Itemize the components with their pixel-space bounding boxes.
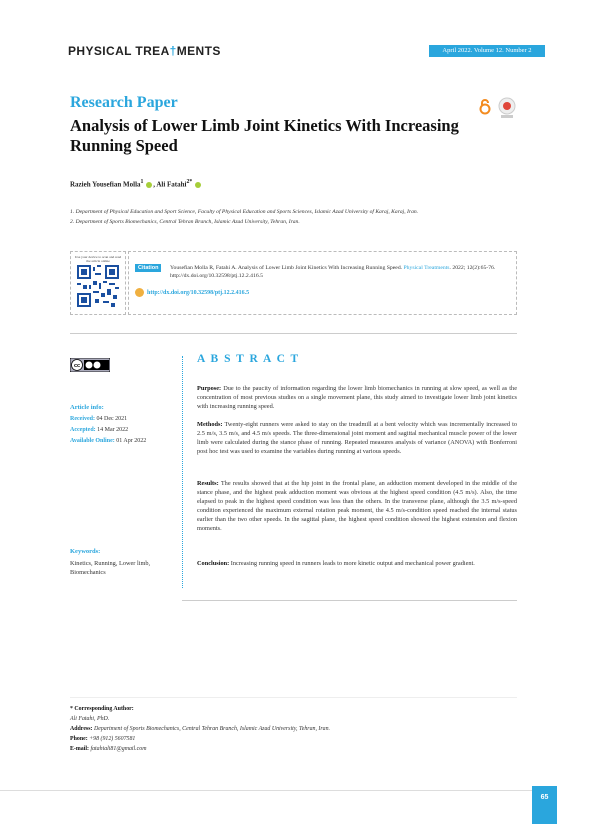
page-number-box <box>532 786 557 824</box>
journal-brand: PHYSICAL TREA†MENTS <box>68 44 221 58</box>
author-list: Razieh Yousefian Molla$^1$ , Ali Fatahi$^{2*}$ <box>70 179 202 188</box>
citation-text: Yousefian Molla R, Fatahi A. Analysis of Lower Limb Joint Kinetics With Increasing Running Speed. Physical Treatments. 2022; 12(2):65-76. http://dx.doi.org/10.32598/ptj.12.2.416.5 <box>170 265 496 279</box>
keywords-list: Kinetics, Running, Lower limb, Biomechanics <box>70 560 151 576</box>
qr-code-icon[interactable] <box>77 265 119 307</box>
article-type: Research Paper <box>70 94 178 111</box>
abstract-results: Results: The results showed that at the hip joint in the frontal plane, an adduction moment developed in the middle of the stance phase, and the highest peak adduction moment was obvious at the highest speed condition (4.5 m/s). Also, the time elapsed to peak in the highest speed condition was less than the others. In the transverse plane, although the 3.5 m/s-speed condition experienced the maximum external rotation peak moment, the 4.5 m/s-condition speed reached the internal status earlier than the two other speeds. In the sagittal plane, the highest speed condition showed the highest extension and flexion moments. <box>197 480 517 533</box>
abstract-heading: A B S T R A C T <box>197 353 300 365</box>
doi-icon <box>135 288 144 297</box>
divider <box>70 697 517 698</box>
corresponding-name: Ali Fatahi, PhD. <box>70 716 110 722</box>
qr-caption: Use your device to scan and read the article online <box>74 255 122 263</box>
issue-banner: April 2022. Volume 12. Number 2 <box>429 45 545 57</box>
corresponding-phone: Phone: +98 (912) 5607581 <box>70 736 136 742</box>
accepted-date: Accepted: 14 Mar 2022 <box>70 427 129 433</box>
page-number: 65 <box>540 794 549 801</box>
svg-text:cc: cc <box>73 363 81 370</box>
abstract-conclusion: Conclusion: Increasing running speed in runners leads to more kinetic output and mechanical power gradient. <box>197 560 475 567</box>
doi-link[interactable]: http://dx.doi.org/10.32598/ptj.12.2.416.5 <box>135 288 249 297</box>
cc-license-icon[interactable] <box>70 358 110 372</box>
divider <box>182 600 517 601</box>
crossmark-icon[interactable] <box>497 97 517 119</box>
citation-box <box>128 251 517 315</box>
footer-line <box>0 790 532 791</box>
orcid-icon[interactable] <box>195 182 201 188</box>
email-link[interactable]: fatahiali81@gmail.com <box>90 746 147 752</box>
abstract-methods: Methods: Twenty-eight runners were asked to stay on the treadmill at a bent velocity which was incrementally increased to 2.5 m/s, 3.5 m/s, and 4.5 m/s speeds. The three-dimensional joint moment and sagittal mechanical muscle power of the lower limb were calculated during the stance phase of running. Repeated measures analysis of variance (ANOVA) with Bonferroni post hoc test was used to examine the variables during running at various speeds. <box>197 421 517 456</box>
corresponding-email: E-mail: fatahiali81@gmail.com <box>70 746 147 752</box>
author-name: Razieh Yousefian Molla <box>70 180 141 189</box>
open-access-icon <box>478 99 492 115</box>
online-date: Available Online: 01 Apr 2022 <box>70 438 147 444</box>
column-divider <box>182 356 183 588</box>
keywords-heading: Keywords: <box>70 548 101 555</box>
affiliation: 1. Department of Physical Education and Sport Science, Faculty of Physical Education and Sports Sciences, Islamic Azad University of Karaj, Karaj, Iran. <box>70 209 419 215</box>
article-title: Analysis of Lower Limb Joint Kinetics With Increasing Running Speed <box>70 116 459 155</box>
citation-journal-link[interactable]: Physical Treatments <box>403 265 450 271</box>
author-name: Ali Fatahi <box>156 180 187 189</box>
abstract-purpose: Purpose: Due to the paucity of information regarding the lower limb biomechanics in running at slow speed, as well as the concentration of most previous studies on a single movement plane, this study aimed to investigate lower limb joint kinetics with increasing running speed. <box>197 385 518 411</box>
corresponding-heading: * Corresponding Author: <box>70 706 134 712</box>
journal-brand-mark: † <box>169 44 177 58</box>
article-info-heading: Article info: <box>70 404 104 411</box>
received-date: Received: 04 Dec 2021 <box>70 416 128 422</box>
affiliation: 2. Department of Sports Biomechanics, Central Tehran Branch, Islamic Azad University, Tehran, Iran. <box>70 219 300 225</box>
citation-tag: Citation <box>135 264 161 272</box>
divider <box>70 333 517 334</box>
qr-box <box>70 251 126 315</box>
corresponding-address: Address: Department of Sports Biomechanics, Central Tehran Branch, Islamic Azad University, Tehran, Iran. <box>70 726 331 732</box>
orcid-icon[interactable] <box>146 182 152 188</box>
